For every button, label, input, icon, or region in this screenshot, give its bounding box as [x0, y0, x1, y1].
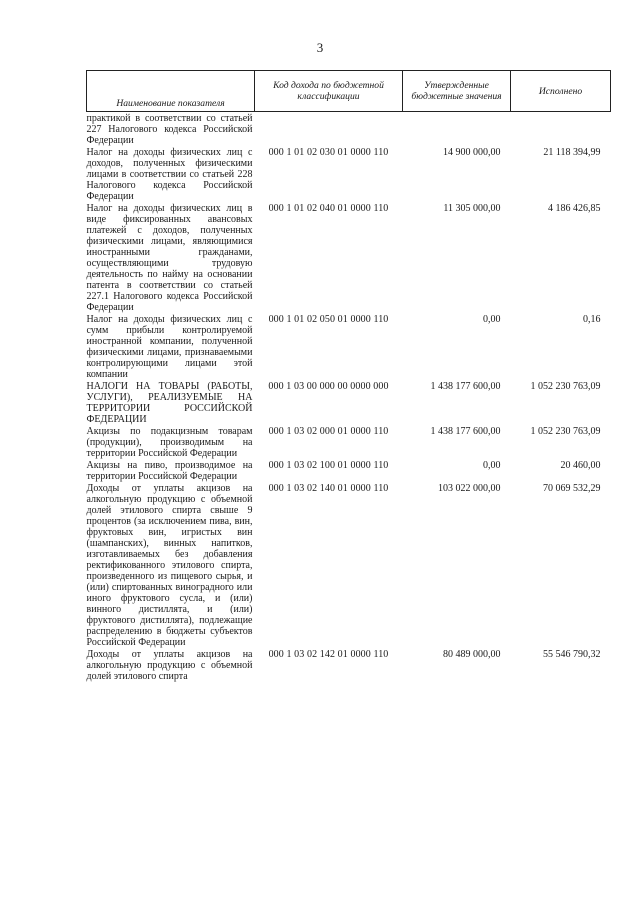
- row-code: 000 1 01 02 040 01 0000 110: [268, 203, 389, 214]
- table-row: [87, 426, 611, 460]
- row-executed: 70 069 532,29: [543, 483, 601, 494]
- column-header-name: Наименование показателя: [87, 71, 255, 112]
- row-code: 000 1 03 02 140 01 0000 110: [268, 483, 389, 494]
- budget-execution-table: [86, 70, 611, 683]
- table-row: [87, 381, 611, 426]
- row-executed: 1 052 230 763,09: [530, 381, 601, 392]
- column-header-executed: Исполнено: [511, 71, 611, 112]
- row-code: 000 1 03 02 000 01 0000 110: [268, 426, 389, 437]
- row-name: Акцизы на пиво, производимое на территории Российской Федерации: [86, 460, 253, 482]
- row-code: 000 1 01 02 050 01 0000 110: [268, 314, 389, 325]
- row-executed: 21 118 394,99: [543, 147, 601, 158]
- row-approved: [403, 112, 511, 148]
- row-name: Доходы от уплаты акцизов на алкогольную продукцию с объемной долей этилового спирта: [86, 649, 253, 682]
- row-name: Акцизы по подакцизным товарам (продукции), производимым на территории Российской Федерации: [86, 426, 253, 459]
- row-approved: 103 022 000,00: [438, 483, 501, 494]
- row-code: [255, 112, 403, 148]
- table-row: [87, 314, 611, 381]
- column-header-approved: Утвержденные бюджетные значения: [403, 71, 511, 112]
- page-number: 3: [316, 40, 324, 55]
- row-code: 000 1 03 02 142 01 0000 110: [268, 649, 389, 660]
- row-executed: [511, 112, 611, 148]
- row-executed: 20 460,00: [560, 460, 601, 471]
- row-approved: 1 438 177 600,00: [430, 426, 501, 437]
- column-header-code: Код дохода по бюджетной классификации: [255, 71, 403, 112]
- row-approved: 11 305 000,00: [443, 203, 501, 214]
- row-name: практикой в соответствии со статьей 227 Налогового кодекса Российской Федерации: [86, 113, 253, 146]
- row-executed: 55 546 790,32: [543, 649, 601, 660]
- row-approved: 1 438 177 600,00: [430, 381, 501, 392]
- row-code: 000 1 03 00 000 00 0000 000: [268, 381, 389, 392]
- row-executed: 4 186 426,85: [548, 203, 601, 214]
- row-executed: 0,16: [583, 314, 601, 325]
- row-approved: 80 489 000,00: [443, 649, 501, 660]
- table-row: [87, 203, 611, 314]
- row-name: НАЛОГИ НА ТОВАРЫ (РАБОТЫ, УСЛУГИ), РЕАЛИЗУЕМЫЕ НА ТЕРРИТОРИИ РОССИЙСКОЙ ФЕДЕРАЦИИ: [86, 381, 253, 425]
- row-approved: 0,00: [483, 460, 501, 471]
- table-row: [87, 112, 611, 148]
- row-code: 000 1 01 02 030 01 0000 110: [268, 147, 389, 158]
- row-name: Налог на доходы физических лиц с доходов, полученных физическими лицами в соответствии со статьей 228 Налогового кодекса Российской Федерации: [86, 147, 253, 202]
- row-approved: 14 900 000,00: [443, 147, 501, 158]
- row-code: 000 1 03 02 100 01 0000 110: [268, 460, 389, 471]
- table-header-row: [87, 71, 611, 112]
- row-approved: 0,00: [483, 314, 501, 325]
- table-row: [87, 483, 611, 649]
- row-name: Налог на доходы физических лиц в виде фиксированных авансовых платежей с доходов, полученных физическими лицами, являющимися иностранными гражданами, осуществляющими трудовую деятельность по найму на основании патента в соответствии со статьей 227.1 Налогового кодекса Российской Федерации: [86, 203, 253, 313]
- row-name: Налог на доходы физических лиц с сумм прибыли контролируемой иностранной компании, полученной физическими лицами, признаваемыми контролирующими лицами этой компании: [86, 314, 253, 380]
- row-executed: 1 052 230 763,09: [530, 426, 601, 437]
- table-row: [87, 649, 611, 683]
- row-name: Доходы от уплаты акцизов на алкогольную продукцию с объемной долей этилового спирта свыше 9 процентов (за исключением пива, вин, фруктовых вин, игристых вин (шампанских), винных напитков, изготавливаемых без добавления ректификованного этилового спирта, произведенного из пищевого сырья, и (или) спиртованных виноградного или иного фруктового сусла, и (или) винного дистиллята, и (или) фруктового дистиллята), подлежащие распределению в бюджеты субъектов Российской Федерации: [86, 483, 253, 648]
- table-row: [87, 147, 611, 203]
- table-row: [87, 460, 611, 483]
